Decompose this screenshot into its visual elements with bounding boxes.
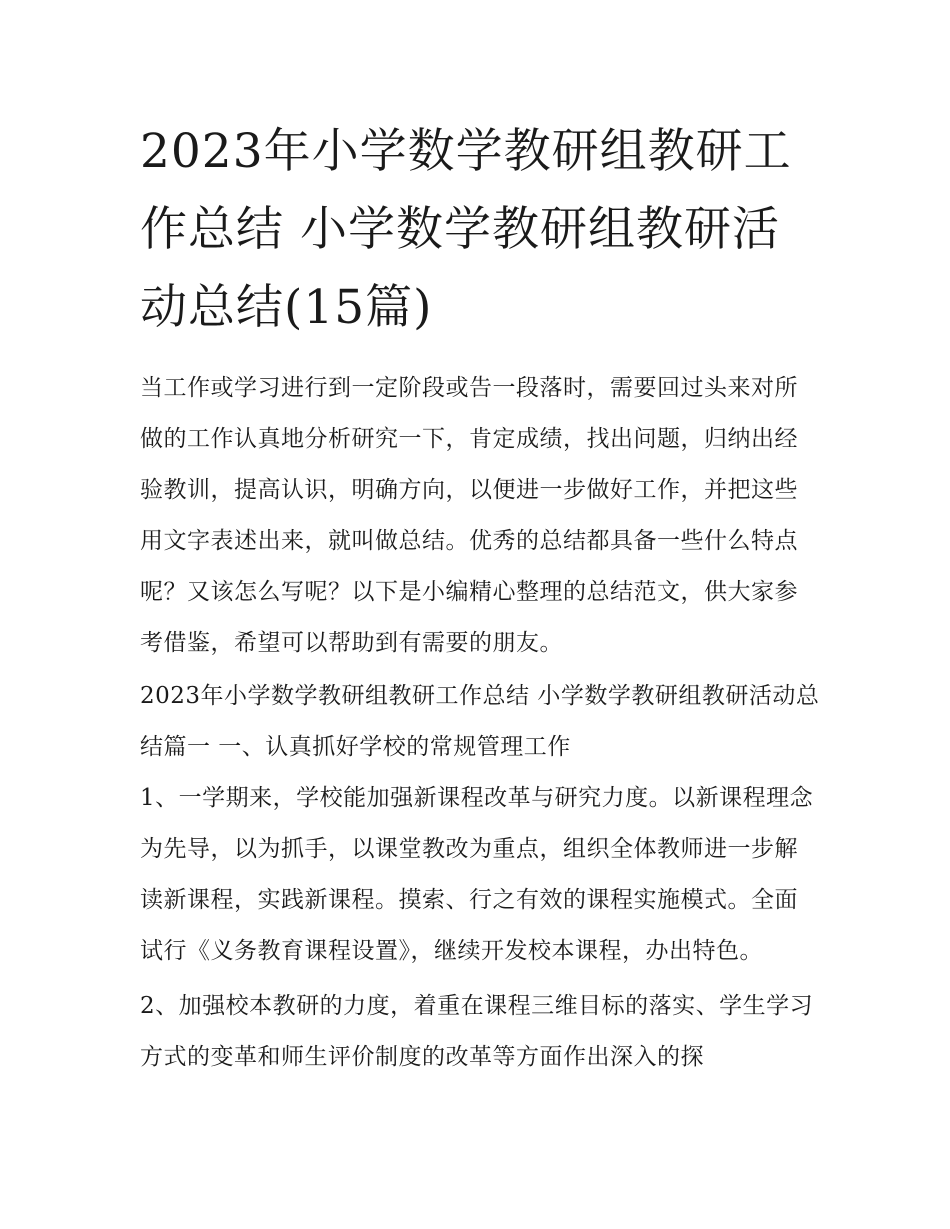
list-item-2: 2、加强校本教研的力度，着重在课程三维目标的落实、学生学习方式的变革和师生评价制度的改革等方面作出深入的探 [140, 993, 814, 1070]
section-heading: 2023年小学数学教研组教研工作总结 小学数学教研组教研活动总结篇一 一、认真抓好学校的常规管理工作 [140, 683, 820, 760]
document-body [140, 113, 820, 1083]
list-item-1: 1、一学期来，学校能加强新课程改革与研究力度。以新课程理念为先导，以为抓手，以课堂教改为重点，组织全体教师进一步解读新课程，实践新课程。摸索、行之有效的课程实施模式。全面试行《义务教育课程设置》，继续开发校本课程，办出特色。 [140, 785, 814, 964]
document-title: 2023年小学数学教研组教研工作总结 小学数学教研组教研活动总结(15篇) [140, 124, 792, 335]
intro-paragraph: 当工作或学习进行到一定阶段或告一段落时，需要回过头来对所做的工作认真地分析研究一下，肯定成绩，找出问题，归纳出经验教训，提高认识，明确方向，以便进一步做好工作，并把这些用文字表述出来，就叫做总结。优秀的总结都具备一些什么特点呢？又该怎么写呢？以下是小编精心整理的总结范文，供大家参考借鉴，希望可以帮助到有需要的朋友。 [140, 375, 798, 656]
